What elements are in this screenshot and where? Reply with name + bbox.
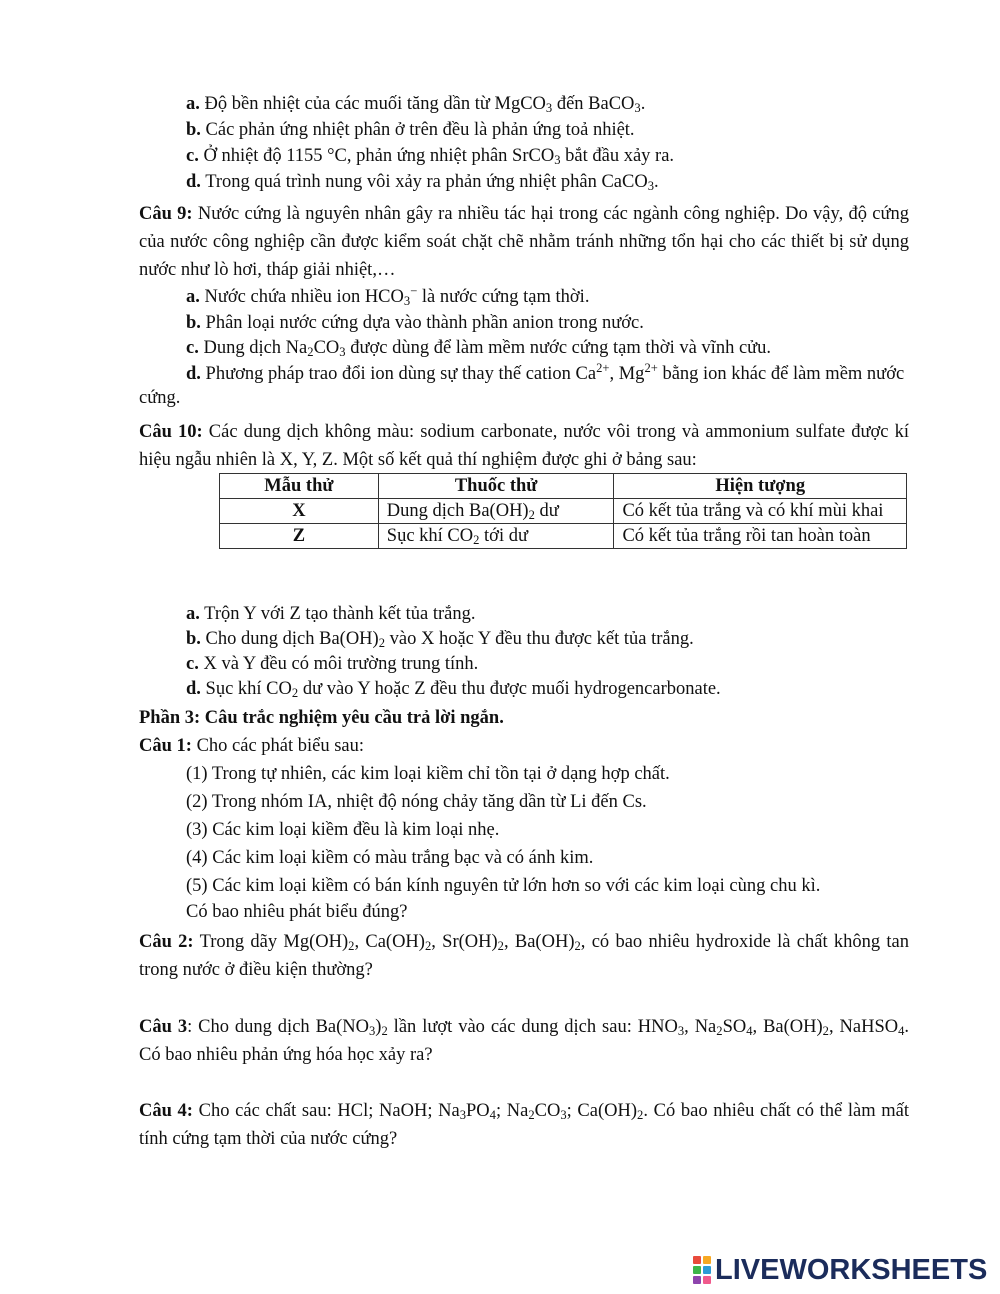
table-header: Mẫu thử	[220, 474, 379, 499]
list-item: (1) Trong tự nhiên, các kim loại kiềm chỉ tồn tại ở dạng hợp chất.	[186, 764, 670, 784]
logo-icon-square	[703, 1256, 711, 1264]
q10-text: Các dung dịch không màu: sodium carbonate, nước vôi trong và ammonium sulfate được kí hiệu ngẫu nhiên là X, Y, Z. Một số kết quả thí nghiệm được ghi ở bảng sau:	[139, 422, 909, 470]
q8-option-c: c. Ở nhiệt độ 1155 °C, phản ứng nhiệt phân SrCO$_3$ bắt đầu xảy ra.	[186, 146, 675, 168]
q9-option-b: b. Phân loại nước cứng dựa vào thành phần anion trong nước.	[186, 312, 644, 333]
table-cell: Có kết tủa trắng và có khí mùi khai	[614, 499, 907, 524]
q8-option-b: b. Các phản ứng nhiệt phân ở trên đều là phản ứng toả nhiệt.	[186, 120, 635, 140]
q10-option-b: b. Cho dung dịch $Ba(OH)_2$ vào X hoặc Y đều thu được kết tủa trắng.	[186, 629, 694, 651]
q9-label: Câu 9:	[139, 204, 193, 224]
q9-options	[139, 285, 909, 410]
q8-option-d: d. Trong quá trình nung vôi xảy ra phản ứng nhiệt phân CaCO$_3$.	[186, 172, 659, 194]
logo-text: LIVEWORKSHEETS	[715, 1253, 988, 1286]
p3-q1-stem: Câu 1: Cho các phát biểu sau:	[139, 736, 365, 756]
q10-options	[139, 602, 909, 702]
q8-option-a: a. Độ bền nhiệt của các muối tăng dần từ MgCO$_3$ đến BaCO$_3$.	[186, 94, 646, 116]
q10-table	[219, 473, 907, 549]
table-row	[220, 524, 907, 549]
q9-text: Nước cứng là nguyên nhân gây ra nhiều tác hại trong các ngành công nghiệp. Do vậy, độ cứng của nước công nghiệp cần được kiểm soát chặt chẽ nhằm tránh những tổn hại cho các thiết bị sử dụng nước như lò hơi, tháp giải nhiệt,…	[139, 204, 909, 280]
p3-q4: Câu 4: Cho các chất sau: HCl; NaOH; $Na_3PO_4$; $Na_2CO_3$; $Ca(OH)_2$. Có bao nhiêu chất có thể làm mất tính cứng tạm thời của nước cứng?	[139, 1101, 910, 1149]
list-item: (4) Các kim loại kiềm có màu trắng bạc và có ánh kim.	[186, 848, 594, 868]
q10-option-d: d. Sục khí $CO_2$ dư vào Y hoặc Z đều thu được muối hydrogencarbonate.	[186, 679, 721, 701]
part3-title: Phần 3: Câu trắc nghiệm yêu cầu trả lời ngắn.	[139, 708, 504, 728]
table-cell: Có kết tủa trắng rồi tan hoàn toàn	[614, 524, 907, 549]
p3-q2: Câu 2: Trong dãy $Mg(OH)_2$, $Ca(OH)_2$, $Sr(OH)_2$, $Ba(OH)_2$, có bao nhiêu hydroxide là chất không tan trong nước ở điều kiện thường?	[139, 932, 910, 980]
table-cell: Sục khí $CO_2$ tới dư	[378, 524, 614, 549]
liveworksheets-logo	[693, 1253, 987, 1287]
q9-option-a: a. Nước chứa nhiều ion $HCO_3^-$ là nước cứng tạm thời.	[186, 284, 590, 309]
p3-q3: Câu 3: Cho dung dịch $Ba(NO_3)_2$ lần lượt vào các dung dịch sau: $HNO_3$, $Na_2SO_4$, $Ba(OH)_2$, NaHSO$_4$. Có bao nhiêu phản ứng hóa học xảy ra?	[139, 1017, 910, 1065]
list-item: (5) Các kim loại kiềm có bán kính nguyên tử lớn hơn so với các kim loại cùng chu kì.	[186, 876, 821, 896]
list-item: (3) Các kim loại kiềm đều là kim loại nhẹ.	[186, 820, 500, 840]
q10-label: Câu 10:	[139, 422, 203, 442]
logo-icon-square	[693, 1276, 701, 1284]
q10-stem	[139, 418, 909, 474]
table-cell: Z	[220, 524, 379, 549]
p3-q1-question: Có bao nhiêu phát biểu đúng?	[186, 902, 408, 922]
table-header: Thuốc thử	[378, 474, 614, 499]
logo-icon-square	[693, 1266, 701, 1274]
q10-option-c: c. X và Y đều có môi trường trung tính.	[186, 654, 479, 674]
table-cell: X	[220, 499, 379, 524]
q9-stem	[139, 200, 909, 284]
q8-options	[139, 91, 909, 195]
list-item: (2) Trong nhóm IA, nhiệt độ nóng chảy tăng dần từ Li đến Cs.	[186, 792, 647, 812]
logo-icon	[693, 1256, 711, 1284]
table-row	[220, 499, 907, 524]
q10-option-a: a. Trộn Y với Z tạo thành kết tủa trắng.	[186, 604, 476, 624]
table-header-row	[220, 474, 907, 499]
logo-icon-square	[703, 1266, 711, 1274]
logo-icon-square	[693, 1256, 701, 1264]
logo-icon-square	[703, 1276, 711, 1284]
table-cell: Dung dịch $Ba(OH)_2$ dư	[378, 499, 614, 524]
p3-q1	[139, 732, 909, 926]
q9-option-d: d. Phương pháp trao đổi ion dùng sự thay thế cation $Ca^{2+}$, $Mg^{2+}$ bằng ion khác để làm mềm nước cứng.	[139, 360, 905, 408]
q9-option-c: c. Dung dịch $Na_2CO_3$ được dùng để làm mềm nước cứng tạm thời và vĩnh cửu.	[186, 338, 772, 360]
table-header: Hiện tượng	[614, 474, 907, 499]
